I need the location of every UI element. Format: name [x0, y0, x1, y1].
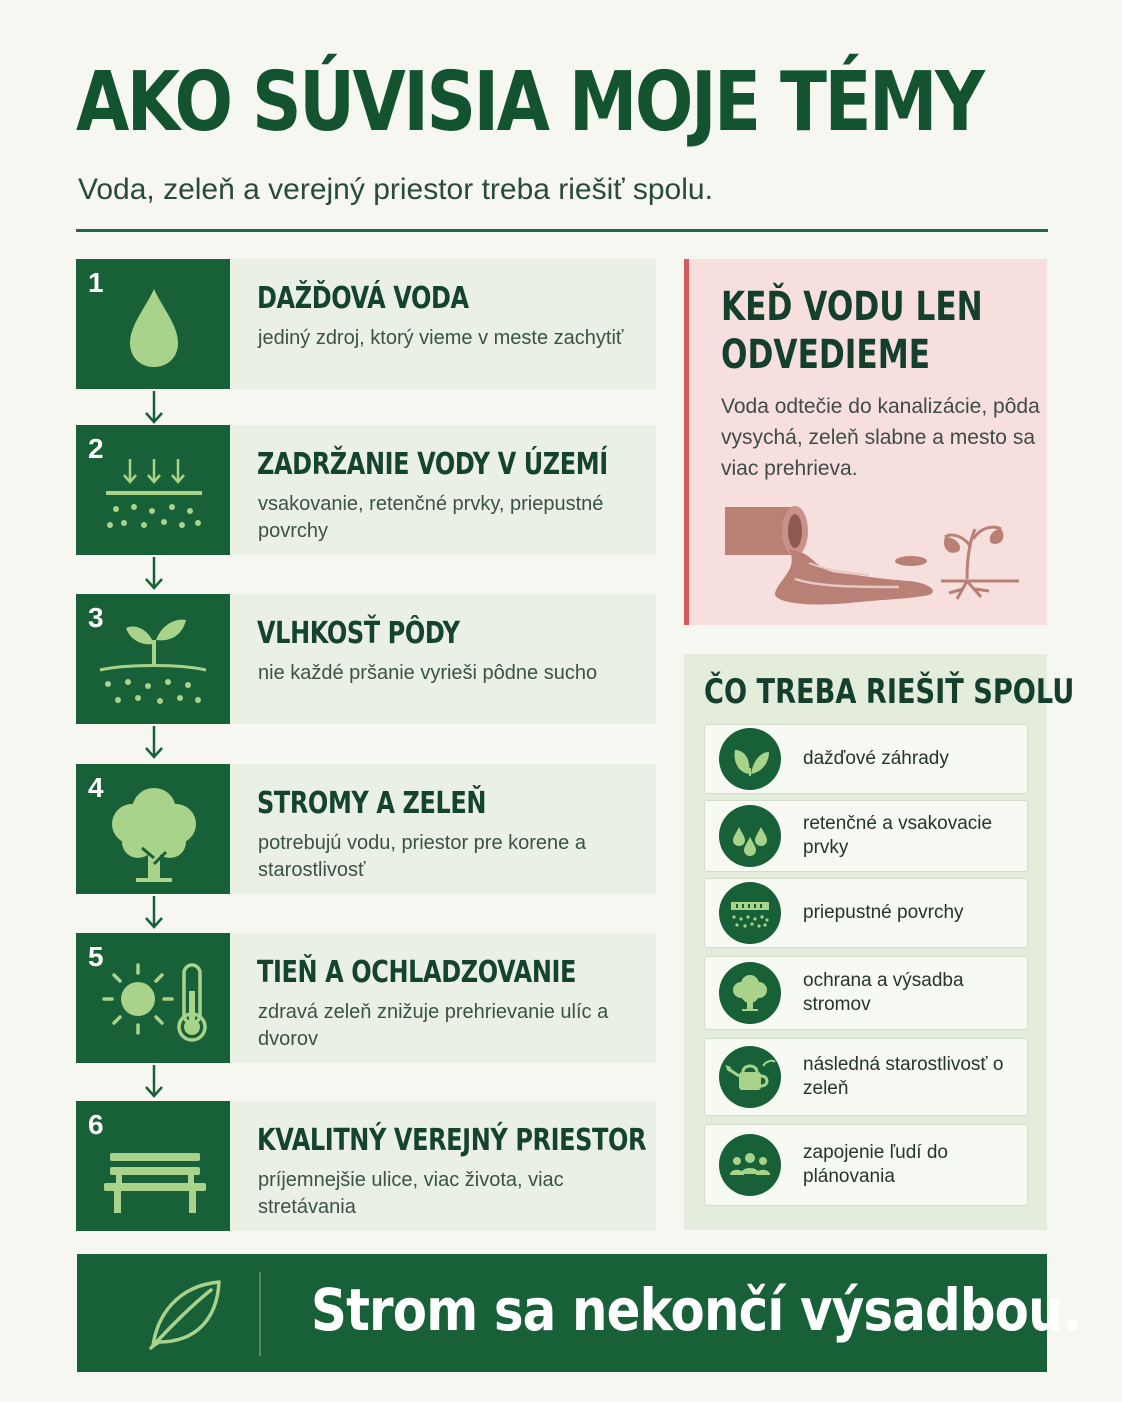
droplets-icon [719, 805, 781, 867]
step-number: 4 [88, 772, 104, 803]
footer-slogan: Strom sa nekončí výsadbou. [311, 1276, 1081, 1344]
solution-label: zapojenie ľudí do plánovania [803, 1142, 948, 1187]
step-icon-box [76, 933, 230, 1063]
solution-item [704, 724, 1028, 794]
solution-item [704, 1124, 1028, 1206]
warning-text: Voda odtečie do kanalizácie, pôda vysychá, zeleň slabne a mesto sa viac prehrieva. [721, 395, 1040, 480]
step-5 [76, 933, 656, 1063]
leaf-icon [147, 1276, 227, 1352]
sprout-icon [76, 594, 230, 724]
step-number: 2 [88, 433, 104, 464]
warning-title [721, 283, 983, 379]
step-icon-box [76, 259, 230, 389]
step-icon-box [76, 1101, 230, 1231]
solution-icon-circle [719, 1134, 781, 1196]
permeable-surface-icon [719, 882, 781, 944]
solution-label: priepustné povrchy [803, 902, 964, 923]
tree-icon [76, 764, 230, 894]
page-subtitle: Voda, zeleň a verejný priestor treba riešiť spolu. [78, 173, 713, 206]
step-description: jediný zdroj, ktorý vieme v meste zachytiť [258, 327, 624, 349]
tree-icon [719, 962, 781, 1024]
step-title: DAŽĎOVÁ VODA [257, 281, 469, 316]
people-icon [719, 1134, 781, 1196]
step-description: nie každé pršanie vyrieši pôdne sucho [258, 662, 598, 684]
raindrop-icon [76, 259, 230, 389]
step-title: VLHKOSŤ PÔDY [257, 616, 460, 651]
step-title: KVALITNÝ VEREJNÝ PRIESTOR [257, 1123, 647, 1158]
warning-title-line: ODVEDIEME [721, 332, 931, 378]
sun-thermometer-icon [76, 933, 230, 1063]
warning-title-line: KEĎ VODU LEN [721, 284, 983, 330]
step-1 [76, 259, 656, 389]
arrow-down-icon [143, 894, 165, 932]
bench-icon [76, 1101, 230, 1231]
solution-icon-circle [719, 805, 781, 867]
arrow-down-icon [143, 389, 165, 427]
step-number: 5 [88, 941, 104, 972]
step-icon-box [76, 425, 230, 555]
page-title: AKO SÚVISIA MOJE TÉMY [76, 55, 983, 150]
step-description: zdravá zeleň znižuje prehrievanie ulíc a dvorov [258, 1001, 609, 1050]
arrow-down-icon [143, 555, 165, 593]
solution-item [704, 878, 1028, 948]
solution-icon-circle [719, 962, 781, 1024]
solution-icon-circle [719, 882, 781, 944]
step-2 [76, 425, 656, 555]
footer-divider [259, 1272, 261, 1356]
step-description: vsakovanie, retenčné prvky, priepustné povrchy [258, 493, 604, 542]
step-number: 3 [88, 602, 104, 633]
step-4 [76, 764, 656, 894]
solution-item [704, 956, 1028, 1030]
step-description: potrebujú vodu, priestor pre korene a starostlivosť [258, 832, 586, 881]
solution-item [704, 800, 1028, 872]
step-icon-box [76, 594, 230, 724]
solution-label: retenčné a vsakovacie prvky [803, 813, 993, 858]
solution-item [704, 1038, 1028, 1116]
step-6 [76, 1101, 656, 1231]
step-title: STROMY A ZELEŇ [257, 786, 487, 821]
step-title: ZADRŽANIE VODY V ÚZEMÍ [257, 447, 608, 482]
solutions-title: ČO TREBA RIEŠIŤ SPOLU [704, 672, 1075, 712]
drain-pipe-wilting-plant-icon [719, 499, 1029, 611]
arrow-down-icon [143, 724, 165, 762]
solution-label: dažďové záhrady [803, 748, 949, 769]
solutions-panel [684, 654, 1075, 1230]
step-number: 6 [88, 1109, 104, 1140]
watering-can-icon [719, 1046, 781, 1108]
solution-icon-circle [719, 1046, 781, 1108]
step-number: 1 [88, 267, 104, 298]
warning-box [684, 259, 1047, 625]
infiltration-icon [76, 425, 230, 555]
arrow-down-icon [143, 1063, 165, 1101]
step-description: príjemnejšie ulice, viac života, viac stretávania [258, 1169, 564, 1218]
solution-icon-circle [719, 728, 781, 790]
step-title: TIEŇ A OCHLADZOVANIE [257, 955, 577, 990]
footer-banner [77, 1254, 1081, 1372]
step-icon-box [76, 764, 230, 894]
step-3 [76, 594, 656, 724]
solution-label: následná starostlivosť o zeleň [803, 1054, 1004, 1099]
leaves-icon [719, 728, 781, 790]
solution-label: ochrana a výsadba stromov [803, 970, 964, 1015]
header-divider [76, 229, 1048, 232]
